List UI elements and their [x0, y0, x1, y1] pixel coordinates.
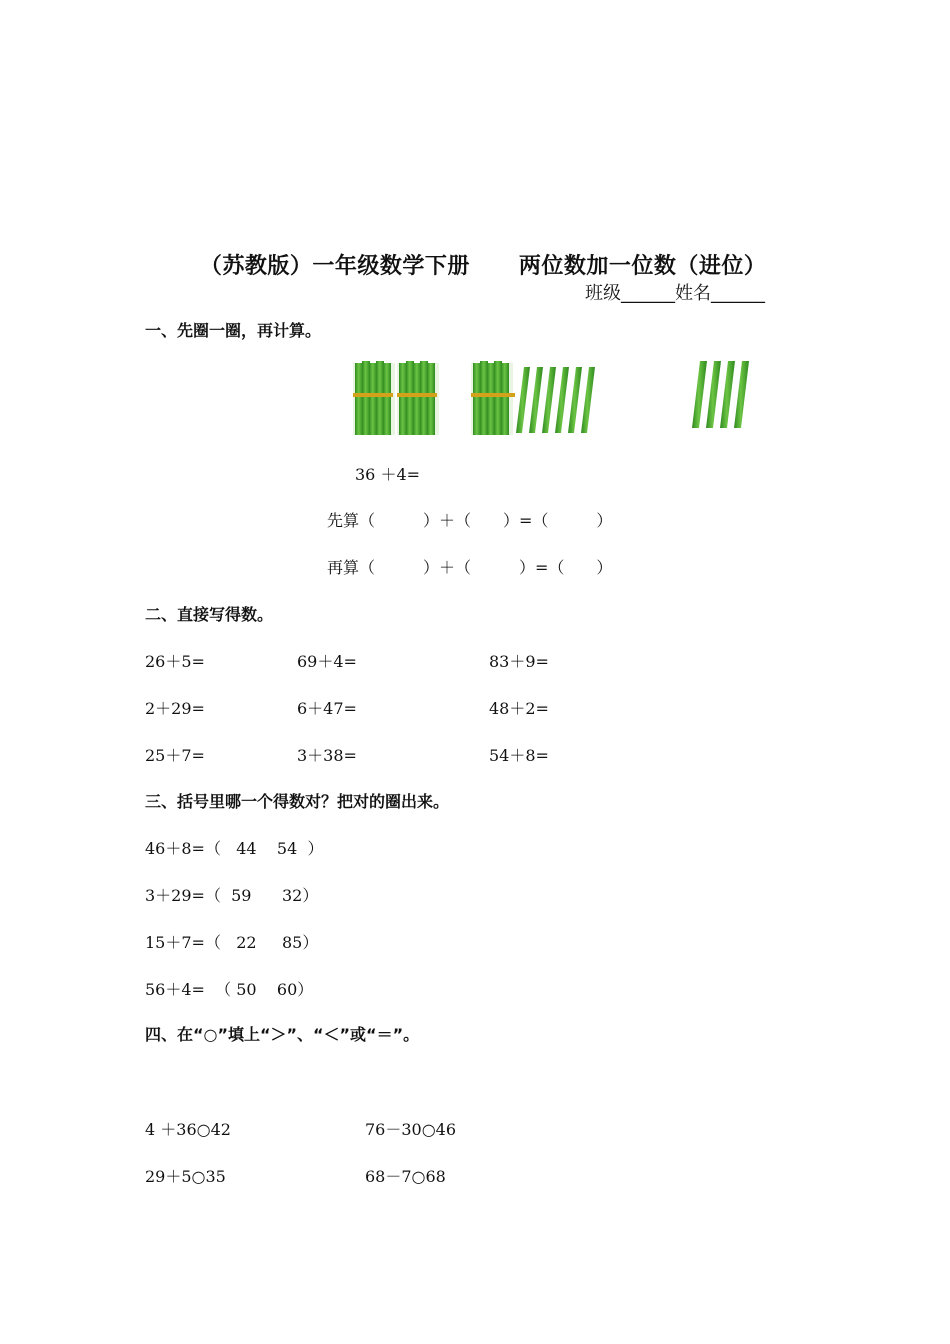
problem: 6＋47=: [297, 699, 357, 718]
choice-item: 15＋7=（ 22 85）: [145, 933, 319, 952]
problem: 26＋5=: [145, 652, 205, 671]
problem: 83＋9=: [489, 652, 549, 671]
problem: 3＋38=: [297, 746, 357, 765]
step-first: 先算（ ）＋（ ）=（ ）: [327, 511, 613, 530]
name-blank[interactable]: ______: [711, 283, 765, 304]
class-label: 班级: [585, 283, 621, 304]
problem: 69＋4=: [297, 652, 357, 671]
class-name-line: [585, 279, 765, 305]
single-sticks: [516, 367, 595, 433]
step-then: 再算（ ）＋（ ）=（ ）: [327, 558, 613, 577]
problem: 25＋7=: [145, 746, 205, 765]
section3-heading: 三、括号里哪一个得数对？把对的圈出来。: [145, 792, 450, 811]
single-sticks: [692, 361, 749, 428]
section2-heading: 二、直接写得数。: [145, 605, 274, 624]
sticks-illustration: [0, 355, 950, 455]
stick-bundle: [471, 361, 515, 435]
choice-item: 56＋4= （ 50 60）: [145, 980, 314, 999]
stick-bundle: [397, 361, 439, 435]
compare-item: 29＋5○35: [145, 1167, 226, 1186]
choice-item: 46＋8=（ 44 54 ）: [145, 839, 324, 858]
page-title: [0, 224, 950, 280]
section1-heading: 一、先圈一圈，再计算。: [145, 321, 322, 340]
class-blank[interactable]: ______: [621, 283, 675, 304]
equation: 36 ＋4=: [355, 465, 421, 484]
compare-item: 68－7○68: [365, 1167, 446, 1186]
problem: 54＋8=: [489, 746, 549, 765]
name-label: 姓名: [675, 283, 711, 304]
stick-bundle: [353, 361, 395, 435]
problem: 2＋29=: [145, 699, 205, 718]
section4-heading: 四、在“○”填上“＞”、“＜”或“＝”。: [145, 1025, 420, 1044]
title-right: 两位数加一位数（进位）: [518, 254, 767, 279]
choice-item: 3＋29=（ 59 32）: [145, 886, 319, 905]
problem: 48＋2=: [489, 699, 549, 718]
title-left: （苏教版）一年级数学下册: [199, 254, 470, 279]
compare-item: 4 ＋36○42: [145, 1120, 231, 1139]
compare-item: 76－30○46: [365, 1120, 457, 1139]
